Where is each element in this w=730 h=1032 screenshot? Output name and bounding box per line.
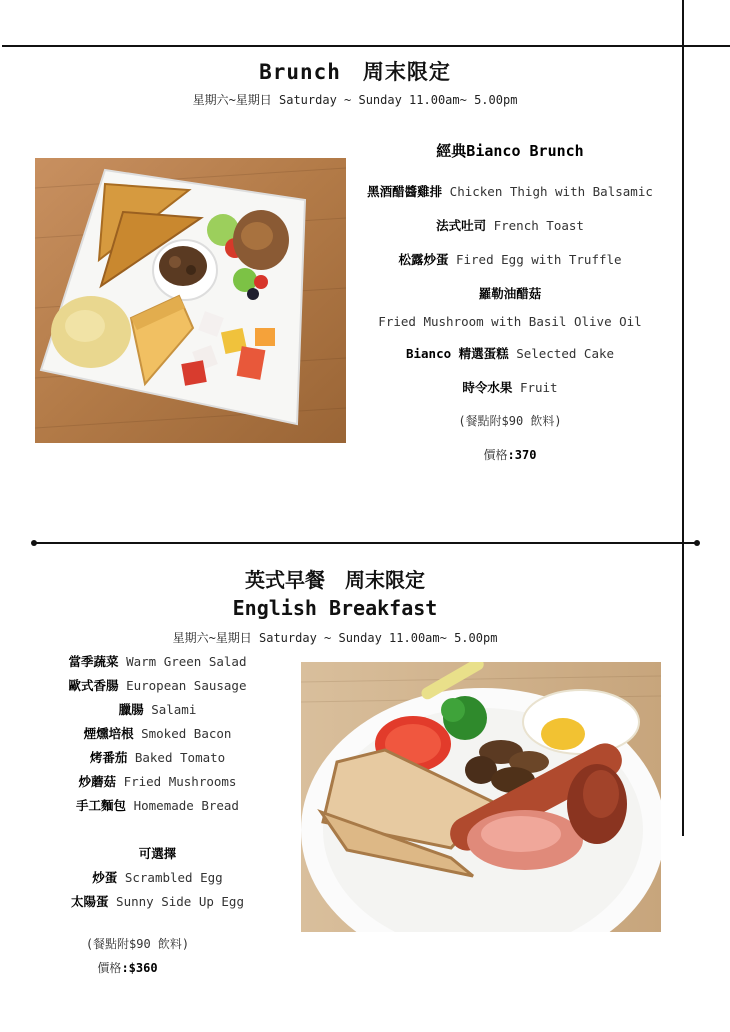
breakfast-title-zh: 英式早餐 周末限定 <box>245 568 425 592</box>
breakfast-options-heading <box>30 844 285 862</box>
brunch-item-en: Chicken Thigh with Balsamic <box>449 184 653 199</box>
breakfast-item <box>30 700 285 718</box>
breakfast-item-en: European Sausage <box>126 678 247 693</box>
brunch-item <box>350 216 670 234</box>
breakfast-item-zh: 歐式香腸 <box>68 678 119 693</box>
breakfast-item-zh: 煙燻培根 <box>83 726 134 741</box>
breakfast-plate-illustration <box>301 662 661 932</box>
top-rule <box>2 45 730 47</box>
breakfast-title-en: English Breakfast <box>232 596 438 620</box>
brunch-photo <box>35 158 346 443</box>
breakfast-option-en: Sunny Side Up Egg <box>116 894 244 909</box>
breakfast-item-en: Baked Tomato <box>134 750 226 765</box>
brunch-item-zh: 法式吐司 <box>436 218 487 233</box>
brunch-item-zh: 黑酒醋醬雞排 <box>367 184 443 199</box>
brunch-price <box>350 446 670 463</box>
brunch-title: Brunch 周末限定 <box>259 60 451 84</box>
brunch-item-en: Fruit <box>519 380 558 395</box>
brunch-item-zh: 羅勒油醋菇 <box>478 286 542 301</box>
brunch-plate-illustration <box>35 158 346 443</box>
brunch-item <box>350 378 670 396</box>
brunch-menu <box>350 140 670 470</box>
breakfast-item <box>30 772 285 790</box>
breakfast-options-heading-text: 可選擇 <box>138 846 177 861</box>
brunch-set-name: 經典Bianco Brunch <box>436 142 584 160</box>
middle-rule-dot-right <box>694 540 700 546</box>
breakfast-item-en: Smoked Bacon <box>141 726 232 741</box>
breakfast-item-en: Fried Mushrooms <box>123 774 237 789</box>
brunch-item <box>350 314 670 329</box>
breakfast-drink-note: (餐點附$90 飲料) <box>85 937 190 951</box>
breakfast-option-zh: 太陽蛋 <box>71 894 109 909</box>
brunch-price-value: :370 <box>507 448 537 462</box>
brunch-drink-note: (餐點附$90 飲料) <box>458 414 562 428</box>
breakfast-item-zh: 烤番茄 <box>89 750 128 765</box>
breakfast-menu <box>30 652 285 982</box>
brunch-item <box>350 250 670 268</box>
brunch-item <box>350 284 670 302</box>
breakfast-hours: 星期六~星期日 Saturday ~ Sunday 11.00am~ 5.00pm <box>172 631 498 645</box>
breakfast-item-en: Homemade Bread <box>133 798 239 813</box>
brunch-item-en: Selected Cake <box>516 346 615 361</box>
breakfast-price-value: :$360 <box>121 961 158 975</box>
brunch-price-label: 價格 <box>483 448 508 462</box>
breakfast-item <box>30 748 285 766</box>
breakfast-item-zh: 臘腸 <box>118 702 144 717</box>
breakfast-item-en: Salami <box>151 702 197 717</box>
brunch-item-zh: 時令水果 <box>462 380 513 395</box>
right-rule <box>682 0 684 836</box>
breakfast-item <box>30 652 285 670</box>
breakfast-item-zh: 當季蔬菜 <box>68 654 119 669</box>
breakfast-item <box>30 796 285 814</box>
brunch-item <box>350 182 670 200</box>
breakfast-item-zh: 手工麵包 <box>76 798 127 813</box>
brunch-item <box>350 344 670 362</box>
brunch-hours: 星期六~星期日 Saturday ~ Sunday 11.00am~ 5.00pm <box>192 93 518 107</box>
brunch-item-zh: 松露炒蛋 <box>398 252 449 267</box>
brunch-item-zh: Bianco 精選蛋糕 <box>405 346 509 361</box>
brunch-item-en: Fried Mushroom with Basil Olive Oil <box>378 314 642 329</box>
brunch-item-en: French Toast <box>493 218 584 233</box>
brunch-item-en: Fired Egg with Truffle <box>455 252 622 267</box>
breakfast-price <box>0 959 255 976</box>
middle-rule <box>34 542 698 544</box>
breakfast-item <box>30 676 285 694</box>
breakfast-option <box>30 868 285 886</box>
middle-rule-dot-left <box>31 540 37 546</box>
breakfast-item-zh: 炒蘑菇 <box>78 774 117 789</box>
breakfast-photo <box>301 662 661 932</box>
breakfast-price-label: 價格 <box>97 961 122 975</box>
breakfast-option <box>30 892 285 910</box>
breakfast-option-zh: 炒蛋 <box>92 870 118 885</box>
breakfast-item <box>30 724 285 742</box>
breakfast-option-en: Scrambled Egg <box>124 870 223 885</box>
breakfast-item-en: Warm Green Salad <box>126 654 247 669</box>
